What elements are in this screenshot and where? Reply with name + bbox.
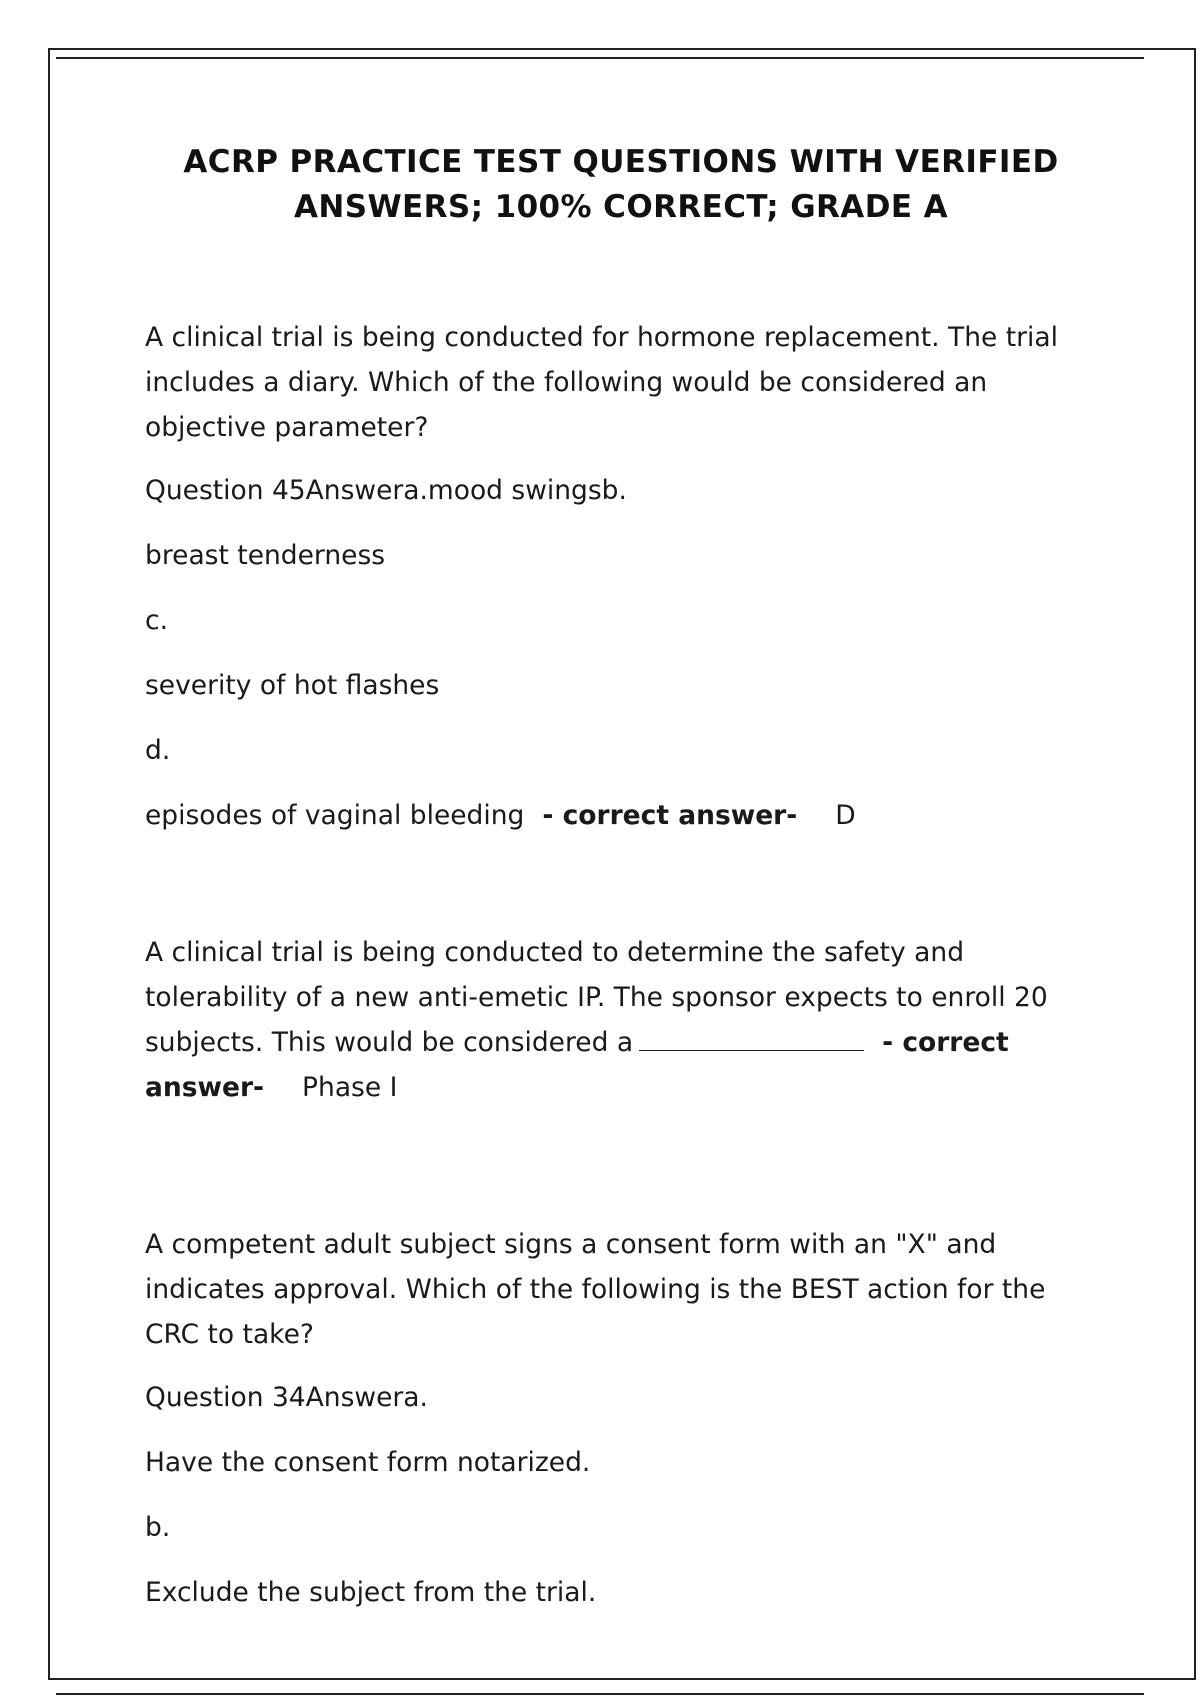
answer-option-line: breast tenderness xyxy=(145,540,386,571)
answer-option-line: severity of hot flashes xyxy=(145,670,440,701)
correct-answer-label: - correct answer- xyxy=(542,800,798,831)
question-stem: A competent adult subject signs a consent form with an "X" and indicates approval. Which of the following is the BEST action for the CRC to take? xyxy=(145,1229,1046,1350)
answer-option-line: Question 34Answera. xyxy=(145,1382,428,1413)
question-stem: A clinical trial is being conducted for hormone replacement. The trial includes a diary. Which of the following would be considered an objective parameter? xyxy=(145,322,1058,443)
answer-option-line: Have the consent form notarized. xyxy=(145,1447,591,1478)
question-stem: A clinical trial is being conducted to determine the safety and tolerability of a new anti-emetic IP. The sponsor expects to enroll 20 subjects. This would be considered a xyxy=(145,937,1048,1058)
answer-option-line: b. xyxy=(145,1512,171,1543)
answer-option-line: Exclude the subject from the trial. xyxy=(145,1577,597,1608)
top-rule xyxy=(56,57,1144,59)
correct-answer-value: D xyxy=(835,800,856,831)
answer-option-line: episodes of vaginal bleeding xyxy=(145,800,525,831)
answer-option-line: Question 45Answera.mood swingsb. xyxy=(145,475,627,506)
bottom-rule xyxy=(56,1693,1144,1695)
spacer xyxy=(145,1110,1105,1222)
spacer xyxy=(145,838,1105,930)
document-title: ACRP PRACTICE TEST QUESTIONS WITH VERIFIED ANSWERS; 100% CORRECT; GRADE A xyxy=(183,144,1059,225)
fill-in-blank xyxy=(639,1024,864,1051)
correct-answer-value: Phase I xyxy=(302,1072,398,1103)
question-block-3 xyxy=(145,1222,1105,1615)
document-body xyxy=(145,315,1105,1635)
answer-option-line: c. xyxy=(145,605,168,636)
correct-answer-label: - correct answer- xyxy=(145,1027,1009,1103)
question-block-2 xyxy=(145,930,1105,1110)
question-stem-row xyxy=(145,930,1105,1110)
answer-row xyxy=(145,793,1105,838)
answer-option-line: d. xyxy=(145,735,171,766)
question-block-1 xyxy=(145,315,1105,838)
